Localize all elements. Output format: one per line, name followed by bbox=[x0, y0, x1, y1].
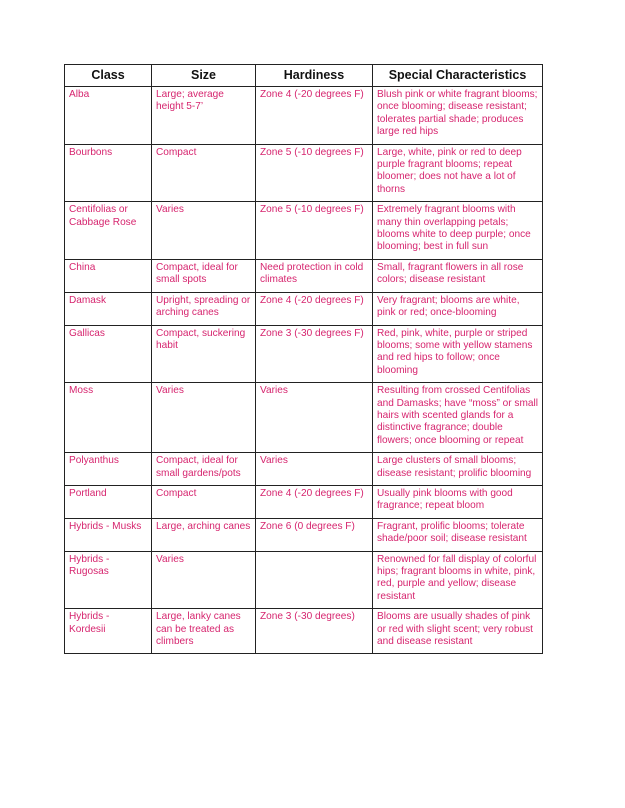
cell-hardiness: Varies bbox=[256, 383, 373, 453]
cell-class: Alba bbox=[65, 87, 152, 145]
cell-special-characteristics: Blush pink or white fragrant blooms; once blooming; disease resistant; tolerates partial shade; produces large red hips bbox=[373, 87, 543, 145]
cell-special-characteristics: Usually pink blooms with good fragrance; repeat bloom bbox=[373, 485, 543, 518]
cell-size: Compact, ideal for small gardens/pots bbox=[152, 453, 256, 486]
cell-size: Large, arching canes bbox=[152, 518, 256, 551]
cell-class: Hybrids - Rugosas bbox=[65, 551, 152, 609]
table-row bbox=[65, 518, 543, 551]
table-row bbox=[65, 485, 543, 518]
table-row bbox=[65, 144, 543, 202]
table-row bbox=[65, 609, 543, 654]
table-header bbox=[65, 65, 543, 87]
cell-size: Compact bbox=[152, 144, 256, 202]
cell-hardiness: Zone 3 (-30 degrees F) bbox=[256, 325, 373, 383]
table-row bbox=[65, 202, 543, 260]
cell-hardiness: Zone 3 (-30 degrees) bbox=[256, 609, 373, 654]
cell-size: Varies bbox=[152, 202, 256, 260]
cell-size: Compact, ideal for small spots bbox=[152, 259, 256, 292]
header-row bbox=[65, 65, 543, 87]
cell-hardiness: Zone 4 (-20 degrees F) bbox=[256, 87, 373, 145]
cell-special-characteristics: Very fragrant; blooms are white, pink or red; once-blooming bbox=[373, 292, 543, 325]
cell-size: Upright, spreading or arching canes bbox=[152, 292, 256, 325]
cell-special-characteristics: Blooms are usually shades of pink or red with slight scent; very robust and disease resistant bbox=[373, 609, 543, 654]
cell-class: Bourbons bbox=[65, 144, 152, 202]
cell-special-characteristics: Red, pink, white, purple or striped blooms; some with yellow stamens and red hips to follow; once blooming bbox=[373, 325, 543, 383]
table-row bbox=[65, 87, 543, 145]
cell-hardiness: Zone 4 (-20 degrees F) bbox=[256, 485, 373, 518]
cell-special-characteristics: Fragrant, prolific blooms; tolerate shade/poor soil; disease resistant bbox=[373, 518, 543, 551]
table-row bbox=[65, 453, 543, 486]
cell-hardiness: Need protection in cold climates bbox=[256, 259, 373, 292]
cell-hardiness: Zone 5 (-10 degrees F) bbox=[256, 202, 373, 260]
cell-class: Polyanthus bbox=[65, 453, 152, 486]
header-class: Class bbox=[65, 65, 152, 87]
cell-size: Large, lanky canes can be treated as climbers bbox=[152, 609, 256, 654]
cell-size: Compact, suckering habit bbox=[152, 325, 256, 383]
cell-class: Moss bbox=[65, 383, 152, 453]
cell-size: Varies bbox=[152, 551, 256, 609]
rose-classes-table bbox=[64, 64, 543, 654]
cell-class: Centifolias or Cabbage Rose bbox=[65, 202, 152, 260]
table-row bbox=[65, 383, 543, 453]
cell-hardiness: Varies bbox=[256, 453, 373, 486]
cell-special-characteristics: Extremely fragrant blooms with many thin overlapping petals; blooms white to deep purple; once blooming; best in full sun bbox=[373, 202, 543, 260]
cell-class: Damask bbox=[65, 292, 152, 325]
cell-size: Compact bbox=[152, 485, 256, 518]
cell-hardiness: Zone 6 (0 degrees F) bbox=[256, 518, 373, 551]
cell-class: Gallicas bbox=[65, 325, 152, 383]
table-row bbox=[65, 292, 543, 325]
cell-special-characteristics: Large, white, pink or red to deep purple fragrant blooms; repeat bloomer; does not have a lot of thorns bbox=[373, 144, 543, 202]
cell-class: Hybrids - Musks bbox=[65, 518, 152, 551]
cell-special-characteristics: Small, fragrant flowers in all rose colors; disease resistant bbox=[373, 259, 543, 292]
cell-hardiness: Zone 4 (-20 degrees F) bbox=[256, 292, 373, 325]
cell-hardiness: Zone 5 (-10 degrees F) bbox=[256, 144, 373, 202]
cell-class: Portland bbox=[65, 485, 152, 518]
table-row bbox=[65, 259, 543, 292]
cell-hardiness bbox=[256, 551, 373, 609]
cell-special-characteristics: Resulting from crossed Centifolias and Damasks; have “moss” or small hairs with scented glands for a distinctive fragrance; double flowers; once blooming or repeat bbox=[373, 383, 543, 453]
cell-special-characteristics: Renowned for fall display of colorful hips; fragrant blooms in white, pink, red, purple and yellow; disease resistant bbox=[373, 551, 543, 609]
header-hardiness: Hardiness bbox=[256, 65, 373, 87]
header-size: Size bbox=[152, 65, 256, 87]
table-body bbox=[65, 87, 543, 654]
cell-class: China bbox=[65, 259, 152, 292]
cell-class: Hybrids - Kordesii bbox=[65, 609, 152, 654]
header-special-characteristics: Special Characteristics bbox=[373, 65, 543, 87]
table-row bbox=[65, 551, 543, 609]
cell-size: Large; average height 5-7’ bbox=[152, 87, 256, 145]
cell-size: Varies bbox=[152, 383, 256, 453]
table-row bbox=[65, 325, 543, 383]
cell-special-characteristics: Large clusters of small blooms; disease resistant; prolific blooming bbox=[373, 453, 543, 486]
